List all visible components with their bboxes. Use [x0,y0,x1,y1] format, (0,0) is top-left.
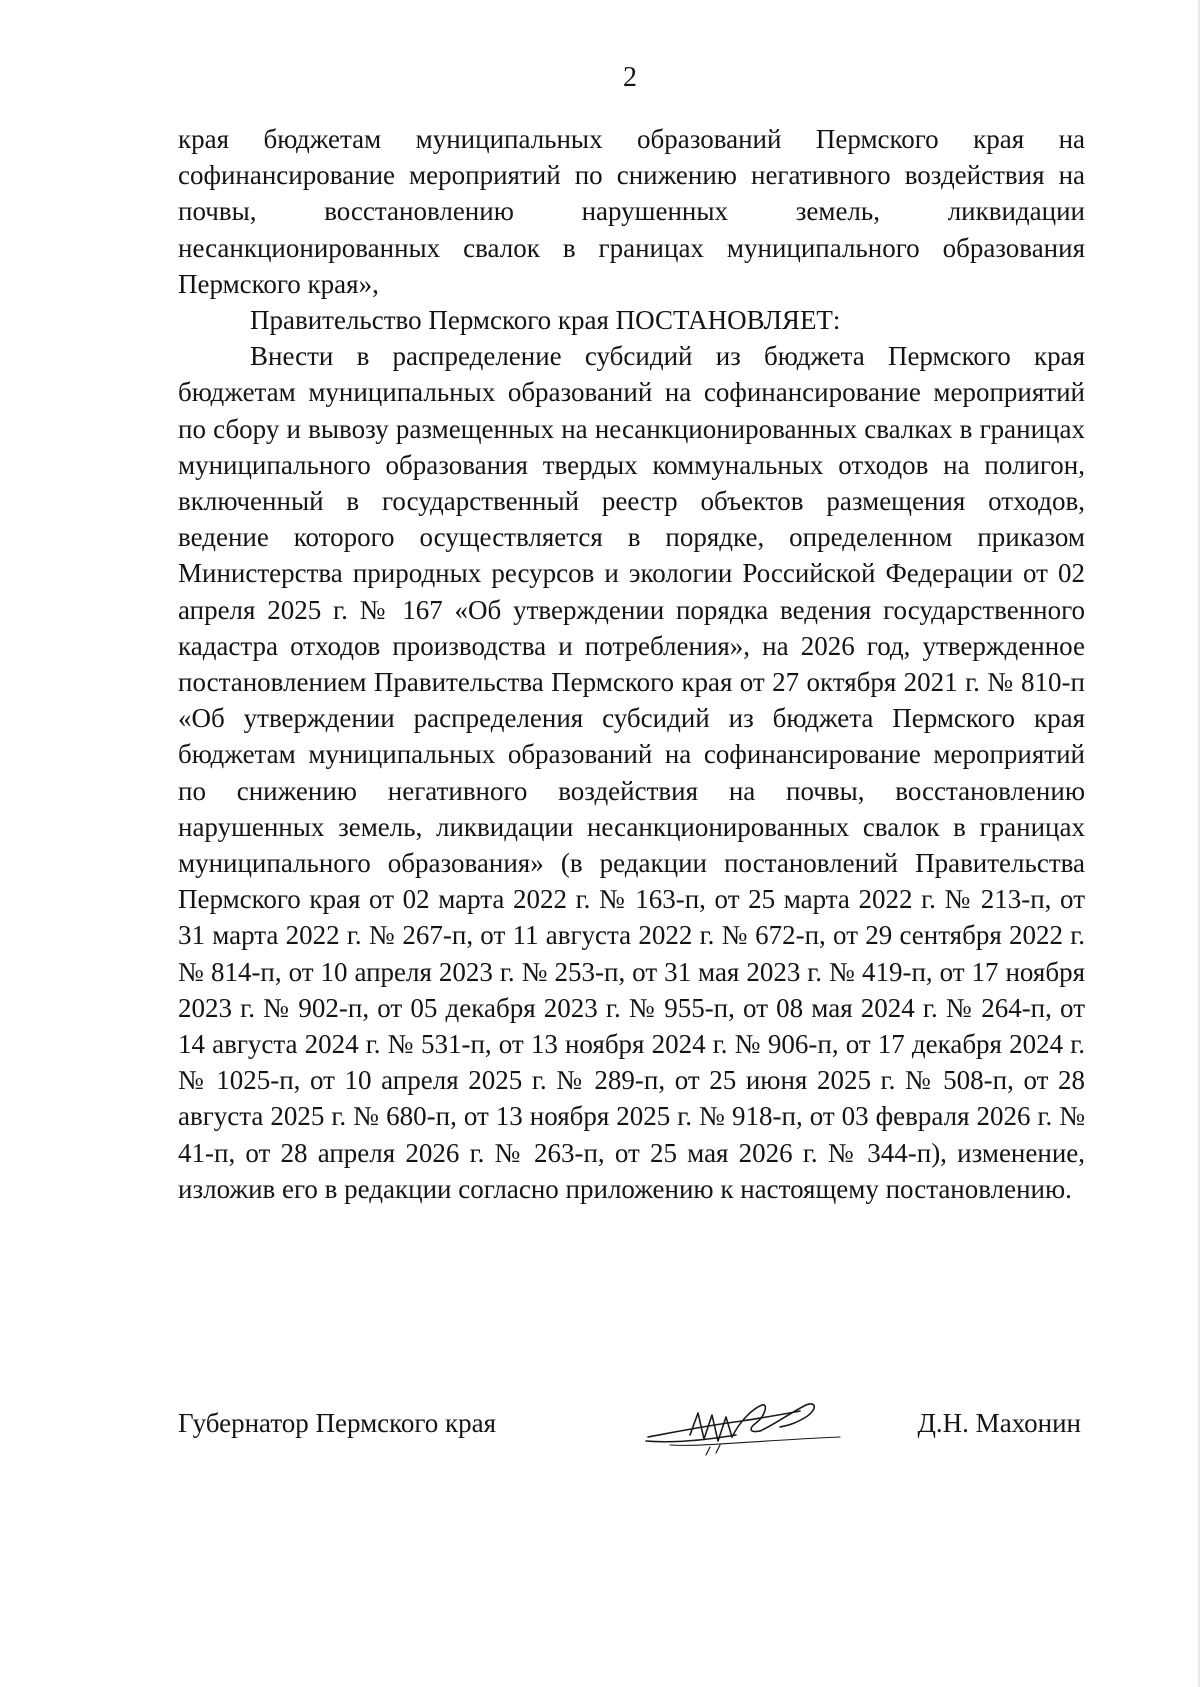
paragraph-resolution-heading: Правительство Пермского края ПОСТАНОВЛЯЕТ: [250,305,841,336]
paragraph-preamble-end: края бюджетам муниципальных образований Пермского края на софинансирование мероприятий по снижению негативного воздействия на почвы, восстановлению нарушенных земель, ликвидации несанкционированных свалок в границах муниципального образования Пермского края», [178,124,1085,299]
page-number: 2 [623,62,637,93]
document-body [178,121,1085,1207]
signer-title: Губернатор Пермского края [178,1408,497,1438]
paragraph-resolution-body: Внести в распределение субсидий из бюджета Пермского края бюджетам муниципальных образований на софинансирование мероприятий по сбору и вывозу размещенных на несанкционированных свалках в границах муниципального образования твердых коммунальных отходов на полигон, включенный в государственный реестр объектов размещения отходов, ведение которого осуществляется в порядке, определенном приказом Министерства природных ресурсов и экологии Российской Федерации от 02 апреля 2025 г. № 167 «Об утверждении порядка ведения государственного кадастра отходов производства и потребления», на 2026 год, утвержденное постановлением Правительства Пермского края от 27 октября 2021 г. № 810-п «Об утверждении распределения субсидий из бюджета Пермского края бюджетам муниципальных образований на софинансирование мероприятий по снижению негативного воздействия на почвы, восстановлению нарушенных земель, ликвидации несанкционированных свалок в границах муниципального образования» (в редакции постановлений Правительства Пермского края от 02 марта 2022 г. № 163-п, от 25 марта 2022 г. № 213-п, от 31 марта 2022 г. № 267-п, от 11 августа 2022 г. № 672-п, от 29 сентября 2022 г. № 814-п, от 10 апреля 2023 г. № 253-п, от 31 мая 2023 г. № 419-п, от 17 ноября 2023 г. № 902-п, от 05 декабря 2023 г. № 955-п, от 08 мая 2024 г. № 264-п, от 14 августа 2024 г. № 531-п, от 13 ноября 2024 г. № 906-п, от 17 декабря 2024 г. № 1025-п, от 10 апреля 2025 г. № 289-п, от 25 июня 2025 г. № 508-п, от 28 августа 2025 г. № 680-п, от 13 ноября 2025 г. № 918-п, от 03 февраля 2026 г. № 41-п, от 28 апреля 2026 г. № 263-п, от 25 мая 2026 г. № 344-п), изменение, изложив его в редакции согласно приложению к настоящему постановлению. [178,341,1085,1204]
signature-block [178,1405,1085,1465]
handwritten-signature-icon [640,1391,850,1461]
signer-name: Д.Н. Махонин [917,1408,1081,1438]
